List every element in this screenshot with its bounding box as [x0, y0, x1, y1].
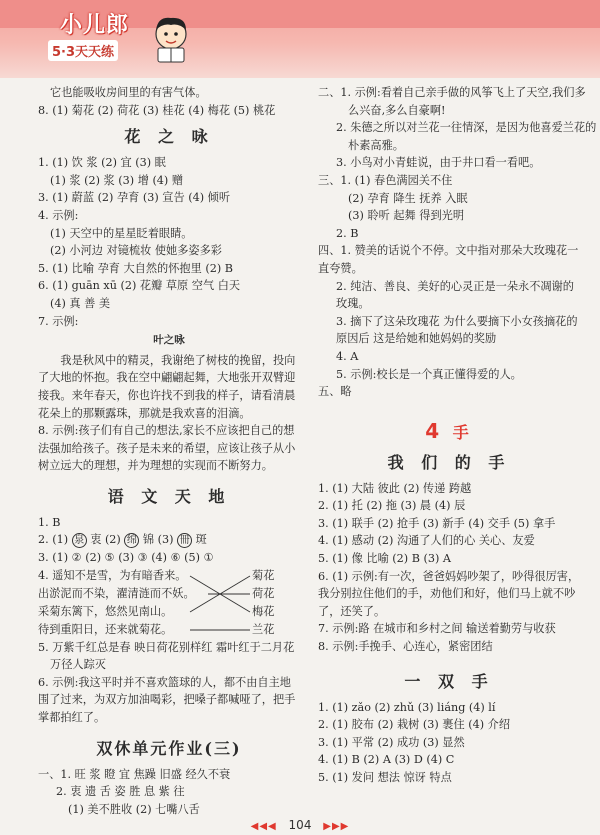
page-number: 104: [288, 818, 312, 832]
answer-paragraph: 四、1. 赞美的话说个不停。文中指对那朵大玫瑰花一直夸赞。: [318, 244, 579, 275]
answer-line: 二、1. 示例:看着自己亲手做的风筝飞上了天空,我们多: [318, 86, 586, 99]
section-title: 花 之 咏: [124, 127, 214, 147]
logo-title: 小儿郎: [60, 13, 130, 38]
circled-char: 绵: [124, 533, 139, 548]
answer-line: 3. (1) ② (2) ⑤ (3) ③ (4) ⑥ (5) ①: [38, 551, 214, 565]
unit-heading: [318, 419, 580, 445]
flower-name: 菊花: [252, 568, 275, 582]
logo-subtitle: 5·3天天练: [48, 40, 118, 61]
answer-line: 一、1. 旺 浆 瞪 宜 焦躁 旧盛 经久不衰: [38, 767, 231, 781]
answer-line: (1) 天空中的星星眨着眼睛。: [50, 226, 193, 240]
section-title: 我 们 的 手: [387, 452, 511, 472]
flower-name: 梅花: [252, 604, 275, 618]
answer-line: 3. 小鸟对小青蛙说，由于井口看一看吧。: [336, 156, 541, 170]
flower-name: 兰花: [252, 622, 275, 636]
boy-reading-icon: [146, 14, 196, 66]
answer-line: (4) 真 善 美: [50, 296, 111, 310]
poem-matching: [38, 567, 300, 639]
left-arrows-icon: ◀◀◀: [250, 821, 277, 832]
answer-line: [38, 531, 300, 549]
answer-line: (1) 美不胜收 (2) 七嘴八舌: [68, 802, 200, 816]
answer-line: (3) 聆听 起舞 得到光明: [348, 209, 465, 223]
circled-char: 泉: [72, 533, 87, 548]
answer-line: 2. B: [336, 226, 359, 240]
answer-line: 朴素高雅。: [348, 138, 404, 152]
page-footer: [0, 818, 600, 832]
answer-text: 锦 (3): [139, 533, 178, 547]
answer-line: 么兴奋,多么自豪啊!: [348, 103, 446, 117]
answer-text: 衷 (2): [86, 533, 125, 547]
page-header: [0, 0, 600, 78]
right-column: [318, 84, 597, 787]
answer-line: 三、1. (1) 春色满园关不住: [318, 173, 453, 187]
brand-logo: [38, 6, 178, 70]
answer-line: (1) 浆 (2) 浆 (3) 增 (4) 赠: [50, 173, 184, 187]
answer-line: 6. (1) guān xū (2) 花瓣 草原 空气 白天: [38, 279, 241, 293]
poem-line: 出淤泥而不染，濯清涟而不妖。: [38, 586, 195, 600]
answer-line: 3. (1) 平常 (2) 成功 (3) 显然: [318, 735, 465, 749]
answer-line: 2. (1) 托 (2) 拖 (3) 晨 (4) 辰: [318, 499, 466, 513]
answer-line: 5. 万紫千红总是春 映日荷花别样红 霜叶红于二月花: [38, 640, 295, 654]
circled-char: 冊: [177, 533, 192, 548]
answer-line: 5. (1) 比喻 孕育 大自然的怀抱里 (2) B: [38, 261, 233, 275]
answer-line: 1. B: [38, 515, 61, 529]
answer-paragraph: 3. 摘下了这朵玫瑰花 为什么要摘下小女孩摘花的原因后 这是给她和她妈妈的奖励: [336, 314, 578, 346]
answer-text: 2. (1): [38, 533, 72, 547]
section-title: 语 文 天 地: [107, 486, 231, 506]
answer-line: 1. (1) zǎo (2) zhǔ (3) liáng (4) lí: [318, 700, 496, 714]
answer-line: 5. 示例:校长是一个真正懂得爱的人。: [336, 367, 522, 381]
answer-paragraph: 2. 纯洁、善良、美好的心灵正是一朵永不凋谢的玫瑰。: [336, 279, 574, 311]
answer-line: 万径人踪灭: [50, 658, 106, 672]
answer-line: 4. A: [336, 349, 359, 363]
right-arrows-icon: ▶▶▶: [323, 821, 350, 832]
poem-line: 待到重阳日，还来就菊花。: [38, 622, 173, 636]
answer-line: 3. (1) 蔚蓝 (2) 孕育 (3) 宣告 (4) 倾听: [38, 191, 231, 205]
answer-text: 斑: [192, 533, 207, 547]
answer-line: 五、略: [318, 385, 352, 399]
answer-line: 8. 示例:手挽手、心连心，紧密团结: [318, 640, 493, 654]
answer-line: 5. (1) 像 比喻 (2) B (3) A: [318, 552, 451, 566]
answer-line: (2) 小河边 对镜梳妆 使她多姿多彩: [50, 244, 222, 258]
answer-line: 2. 朱德之所以对兰花一往情深，是因为他喜爱兰花的: [336, 121, 597, 135]
answer-line: 2. (1) 胶布 (2) 栽树 (3) 裹住 (4) 介绍: [318, 718, 511, 732]
section-title: 双休单元作业(三): [96, 738, 242, 758]
answer-line: 1. (1) 大陆 彼此 (2) 传递 跨越: [318, 481, 472, 495]
flower-name: 荷花: [252, 586, 275, 600]
poem-line: 采菊东篱下，悠然见南山。: [38, 604, 173, 618]
answer-paragraph: 6. (1) 示例:有一次，爸爸妈妈吵架了，吵得很厉害，我分别拉住他们的手，劝他们和好，他们马上就不吵了，还笑了。: [318, 569, 580, 618]
poem-title: 叶之咏: [153, 334, 185, 347]
essay-paragraph: 我是秋风中的精灵，我谢绝了树枝的挽留，投向了大地的怀抱。我在空中翩翩起舞，大地张开双臂迎接我。来年春天，你也许找不到我的样子，请看清晨花朵上的那颗露珠，那就是我欢喜的泪滴。: [38, 353, 296, 420]
answer-line: 4. (1) B (2) A (3) D (4) C: [318, 753, 455, 767]
answer-line: 4. 示例:: [38, 208, 79, 222]
answer-paragraph: 8. 示例:孩子们有自己的想法,家长不应该把自己的想法强加给孩子。孩子是未来的希望，应该让孩子从小树立远大的理想，并为理想的实现而不断努力。: [38, 424, 296, 473]
answer-line: 7. 示例:路 在城市和乡村之间 输送着勤劳与收获: [318, 622, 556, 636]
answer-paragraph: 6. 示例:我这平时并不喜欢篮球的人，都不由自主地围了过来，为双方加油喝彩，把嗓子都喊哑了，把手掌都拍红了。: [38, 675, 296, 725]
answer-line: 5. (1) 发问 想法 惊讶 特点: [318, 771, 452, 784]
answer-line: 3. (1) 联手 (2) 抢手 (3) 新手 (4) 交手 (5) 拿手: [318, 516, 556, 530]
answer-line: 4. (1) 感动 (2) 沟通了人们的心 关心、友爱: [318, 534, 535, 548]
answer-line: 8. (1) 菊花 (2) 荷花 (3) 桂花 (4) 梅花 (5) 桃花: [38, 103, 276, 117]
unit-number: 4: [425, 418, 444, 443]
answer-line: 2. 衷 遗 舌 姿 胜 息 紫 往: [56, 785, 185, 799]
answer-line: 它也能吸收房间里的有害气体。: [50, 86, 207, 99]
unit-title: 手: [452, 422, 473, 442]
poem-line: 4. 遥知不是雪，为有暗香来。: [38, 568, 187, 582]
answer-line: (2) 孕育 降生 抚养 入眠: [348, 191, 468, 205]
answer-line: 1. (1) 饮 浆 (2) 宜 (3) 眠: [38, 156, 166, 170]
left-column: [38, 84, 300, 818]
answer-line: 7. 示例:: [38, 314, 79, 328]
section-title: 一 双 手: [404, 671, 494, 691]
